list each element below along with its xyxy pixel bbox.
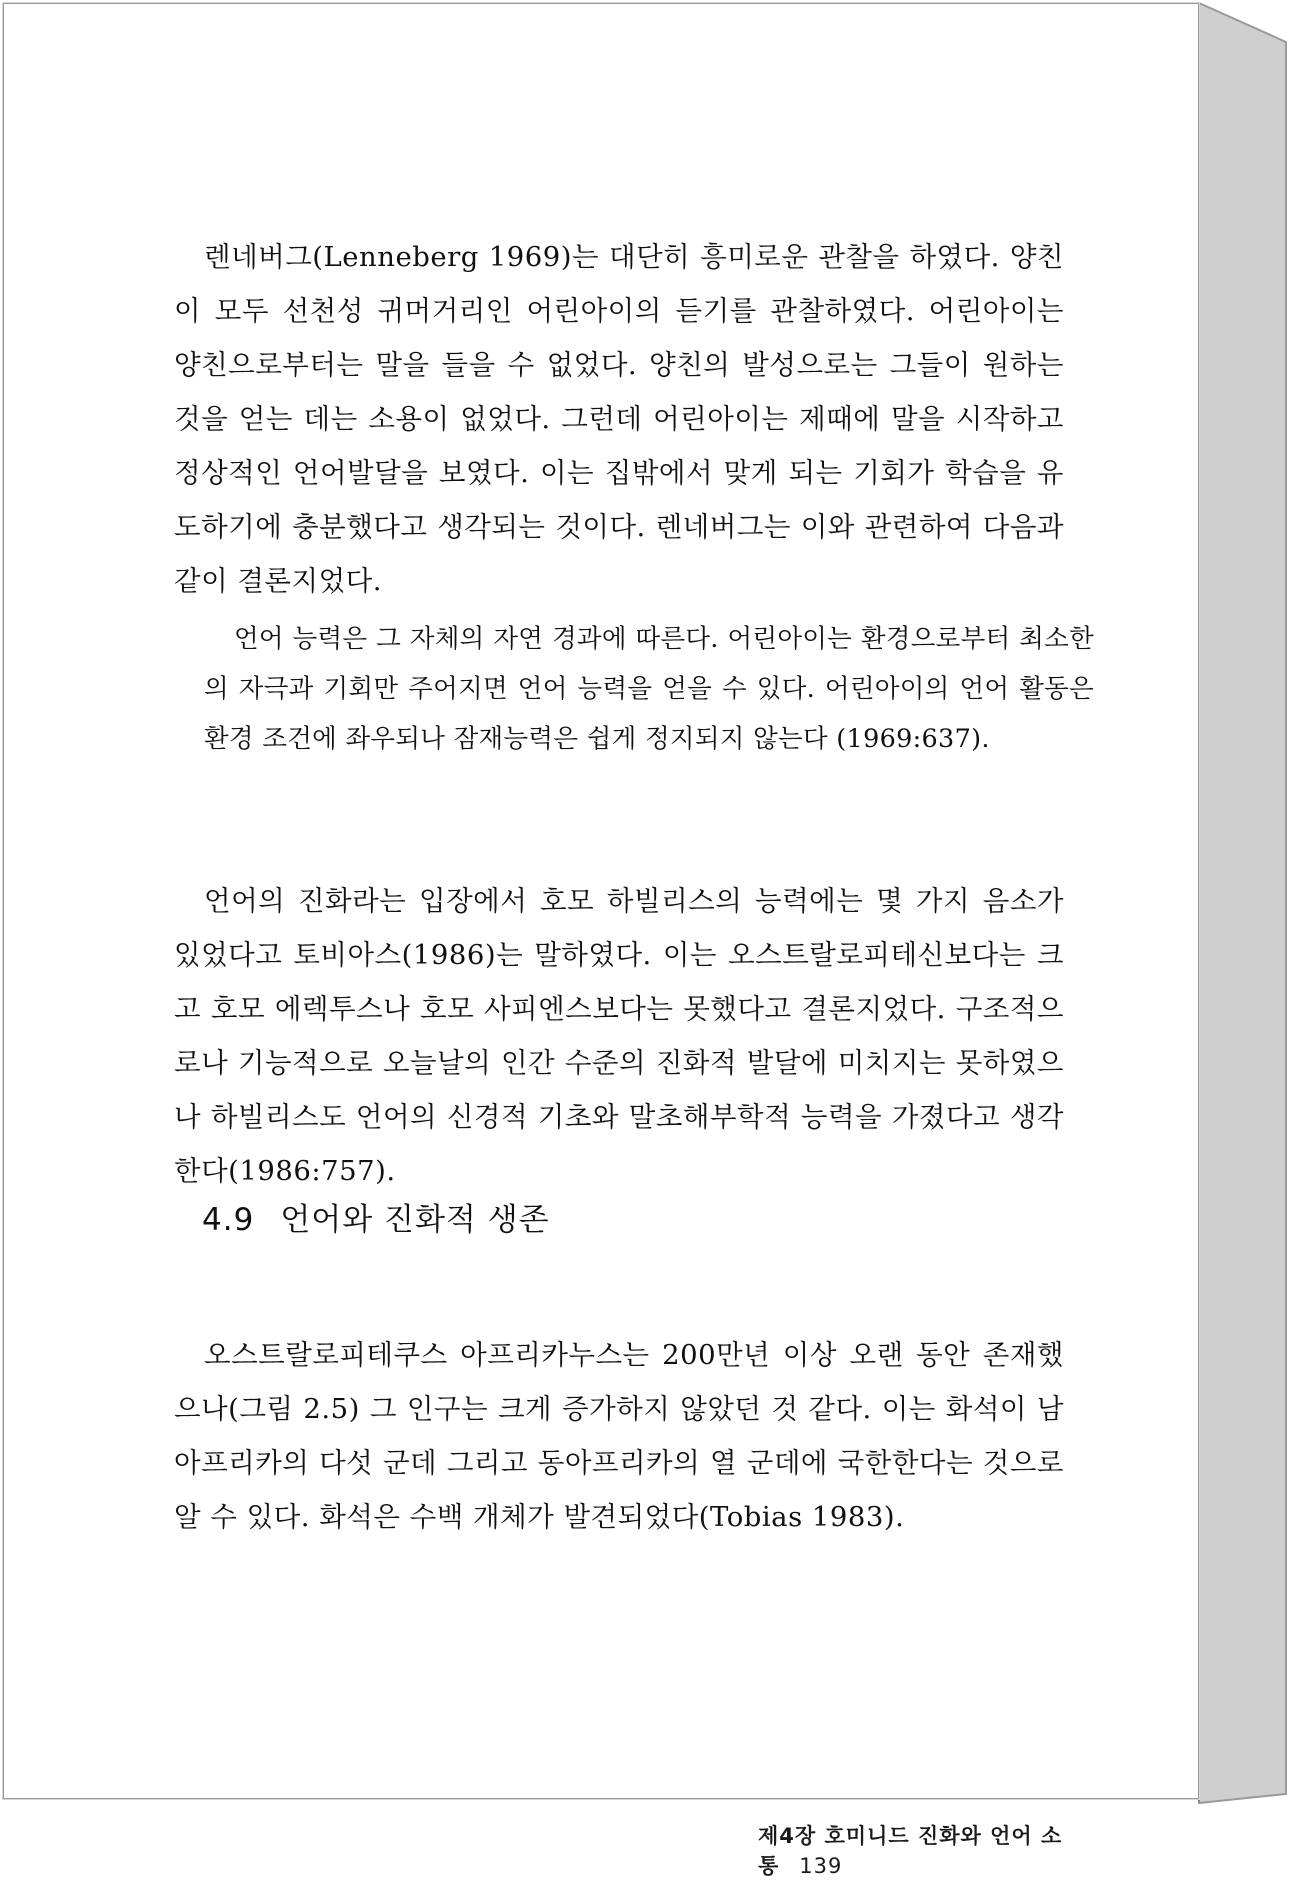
page-number: 139 <box>799 1854 843 1878</box>
paragraph-lenneberg: 렌네버그(Lenneberg 1969)는 대단히 흥미로운 관찰을 하였다. 양친이 모두 선천성 귀머거리인 어린아이의 듣기를 관찰하였다. 어린아이는 양친으로부터는 말을 들을 수 없었다. 양친의 발성으로는 그들이 원하는 것을 얻는 데는 소용이 없었다. 그런데 어린아이는 제때에 말을 시작하고 정상적인 언어발달을 보였다. 이는 집밖에서 맞게 되는 기회가 학습을 유도하기에 충분했다고 생각되는 것이다. 렌네버그는 이와 관련하여 다음과 같이 결론지었다. <box>174 241 1064 597</box>
footer-chapter: 제4장 호미니드 진화와 언어 소통 <box>758 1824 1063 1878</box>
running-footer <box>758 1820 1064 1880</box>
section-title: 언어와 진화적 생존 <box>280 1202 550 1238</box>
paragraph-australopithecus: 오스트랄로피테쿠스 아프리카누스는 200만년 이상 오랜 동안 존재했으나(그림 2.5) 그 인구는 크게 증가하지 않았던 것 같다. 이는 화석이 남아프리카의 다섯 군데 그리고 동아프리카의 열 군데에 국한한다는 것으로 알 수 있다. 화석은 수백 개체가 발견되었다(Tobias 1983). <box>174 1339 1064 1533</box>
section-heading <box>202 1194 550 1239</box>
section-number: 4.9 <box>202 1202 255 1238</box>
spine-face <box>1199 3 1286 1803</box>
paragraph-tobias: 언어의 진화라는 입장에서 호모 하빌리스의 능력에는 몇 가지 음소가 있었다고 토비아스(1986)는 말하였다. 이는 오스트랄로피테신보다는 크고 호모 에렉투스나 호모 사피엔스보다는 못했다고 결론지었다. 구조적으로나 기능적으로 오늘날의 인간 수준의 진화적 발달에 미치지는 못하였으나 하빌리스도 언어의 신경적 기초와 말초해부학적 능력을 가졌다고 생각한다(1986:757). <box>174 885 1064 1187</box>
block-quote: 언어 능력은 그 자체의 자연 경과에 따른다. 어린아이는 환경으로부터 최소한의 자극과 기회만 주어지면 언어 능력을 얻을 수 있다. 어린아이의 언어 활동은 환경 조건에 좌우되나 잠재능력은 쉽게 정지되지 않는다 (1969:637). <box>204 624 1094 754</box>
book-page <box>3 3 1199 1878</box>
